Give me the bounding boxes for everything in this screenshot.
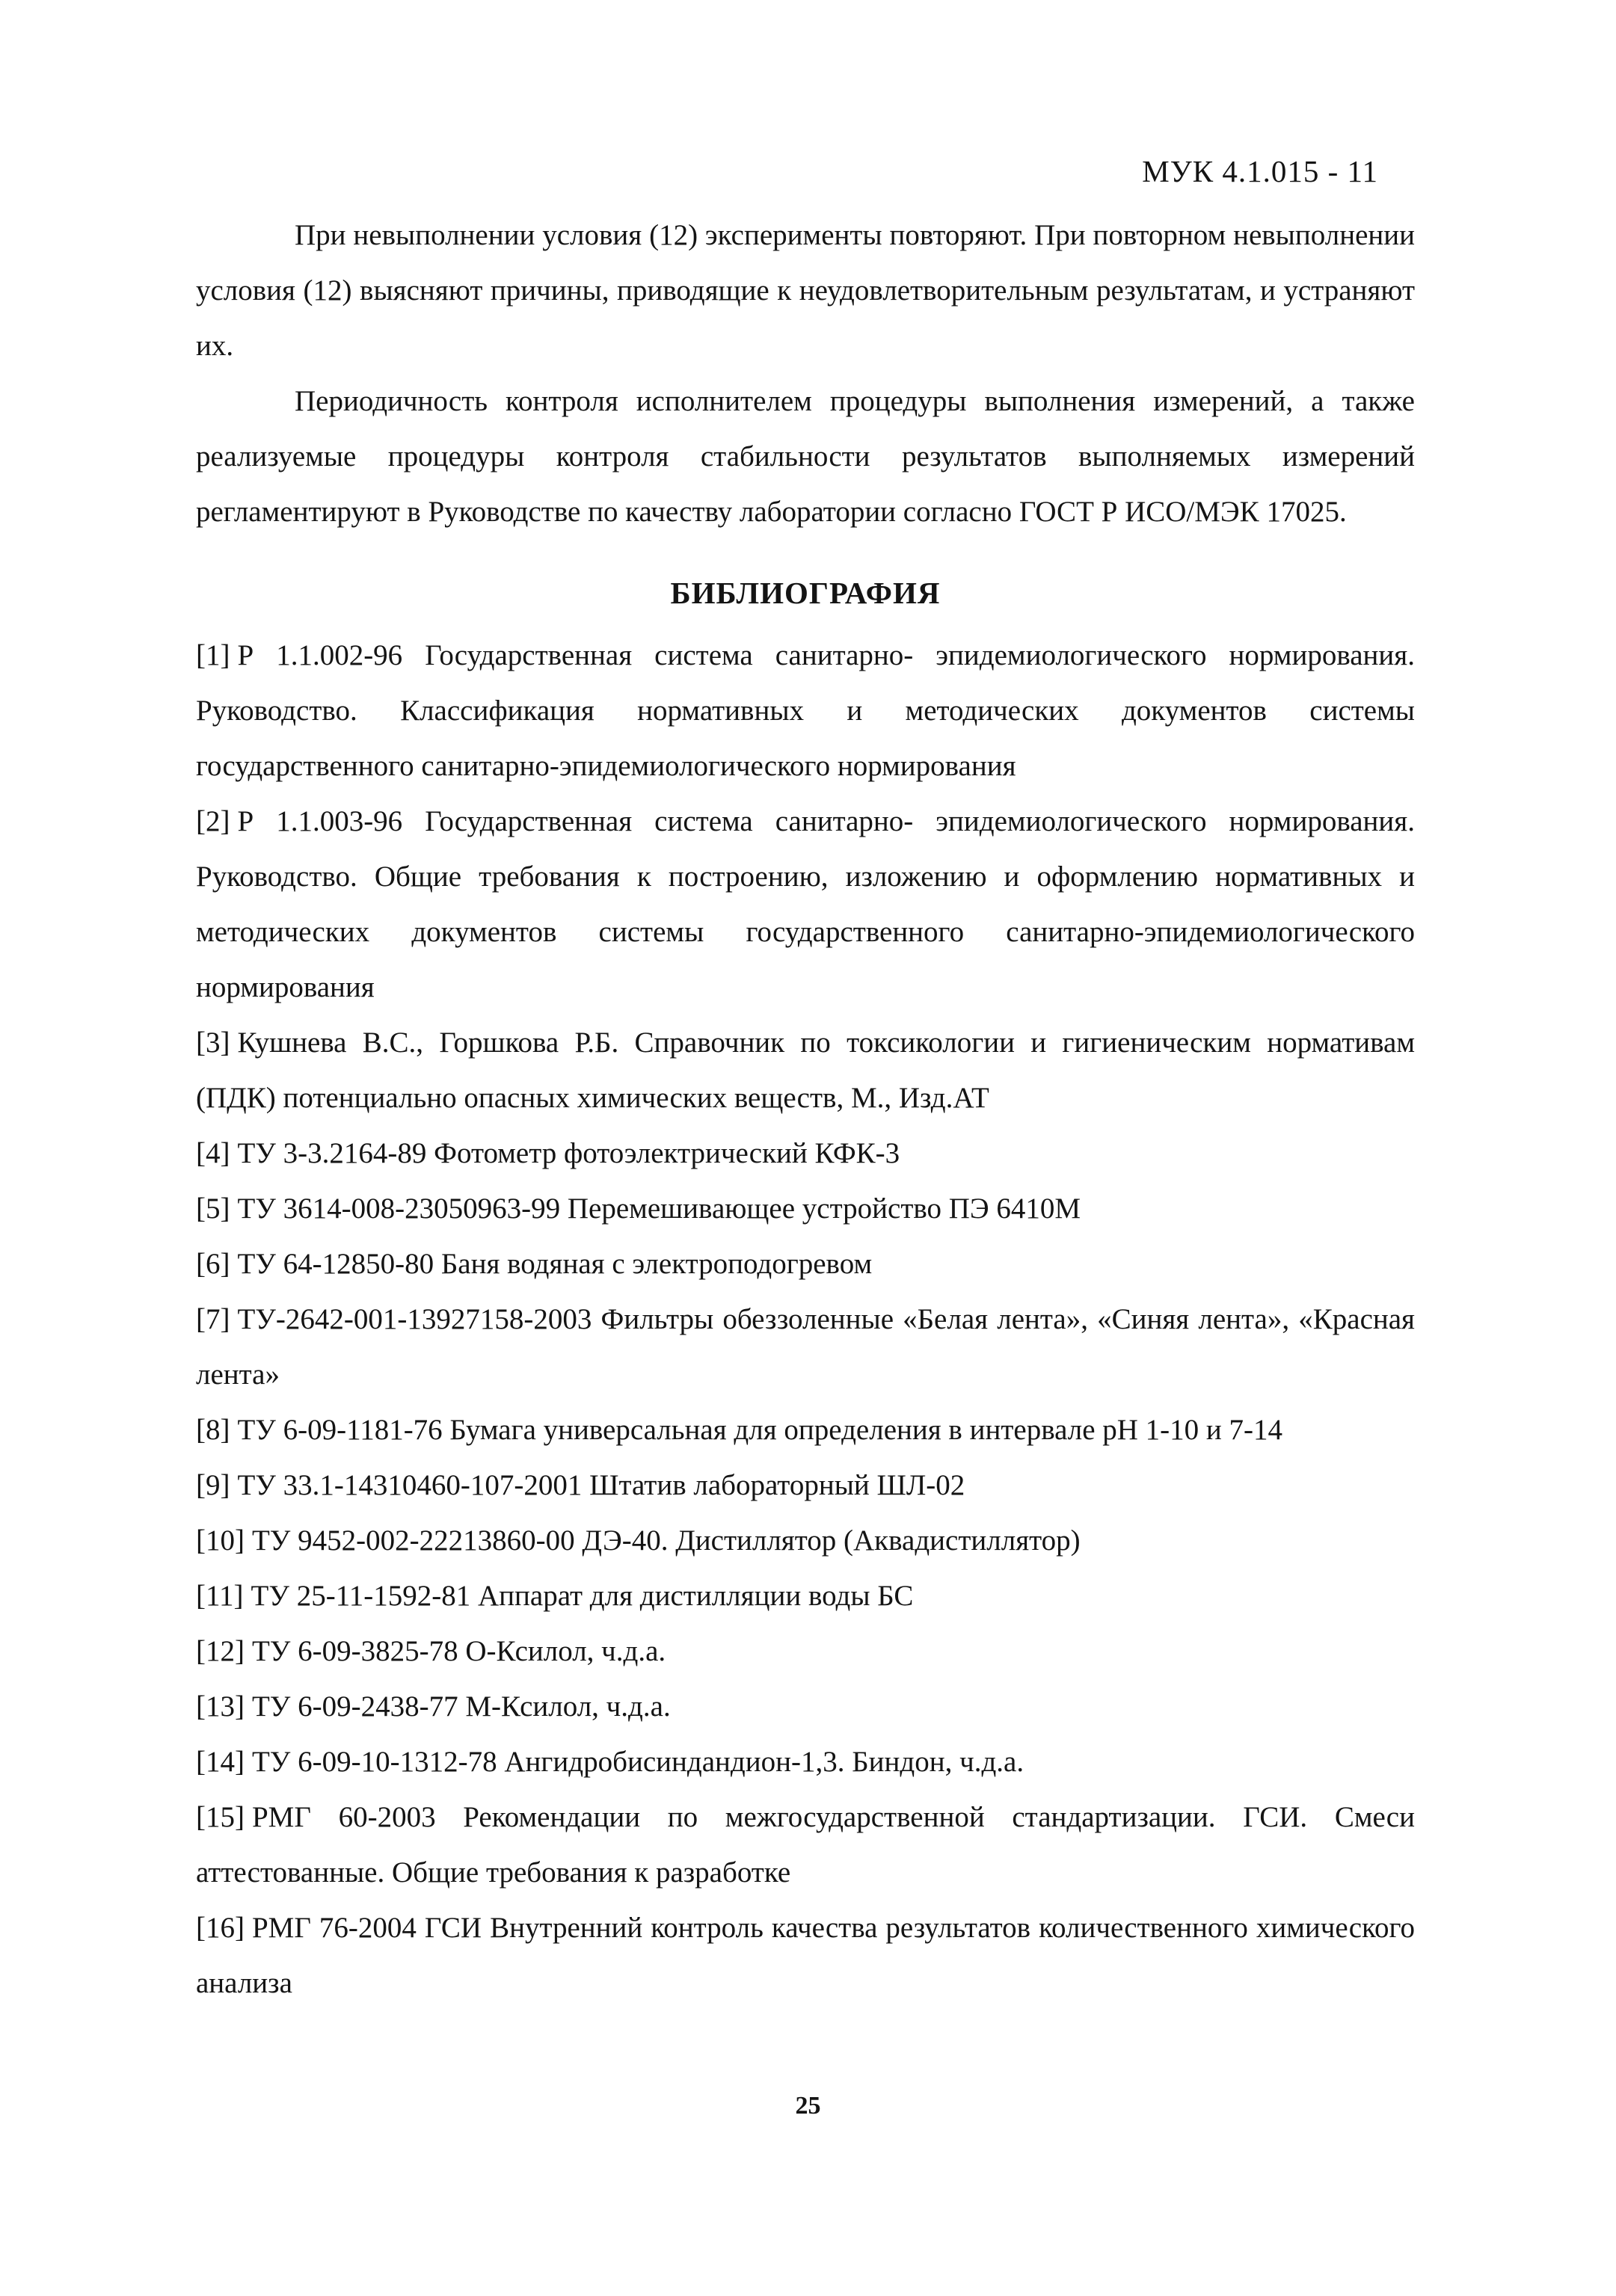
bibliography-item: [196, 1458, 1415, 1513]
paragraph: При невыполнении условия (12) эксперименты повторяют. При повторном невыполнении условия (12) выясняют причины, приводящие к неудовлетворительным результатам, и устраняют их.: [196, 219, 1415, 362]
ref-number: [8]: [196, 1414, 230, 1446]
bibliography-item: [196, 794, 1415, 1015]
ref-number: [2]: [196, 805, 230, 837]
bibliography-title: БИБЛИОГРАФИЯ: [670, 576, 941, 610]
ref-text: ТУ 6-09-10-1312-78 Ангидробисиндандион-1,3. Биндон, ч.д.а.: [251, 1746, 1024, 1778]
bibliography-item: [196, 1569, 1415, 1624]
ref-number: [5]: [196, 1192, 230, 1225]
page-number: 25: [795, 2092, 821, 2120]
ref-number: [6]: [196, 1248, 230, 1280]
page-content: [196, 208, 1415, 2011]
ref-number: [7]: [196, 1303, 230, 1335]
bibliography-item: [196, 1015, 1415, 1126]
ref-number: [3]: [196, 1027, 230, 1059]
ref-text: ТУ 3-3.2164-89 Фотометр фотоэлектрический КФК-3: [237, 1137, 900, 1169]
ref-text: РМГ 76-2004 ГСИ Внутренний контроль качества результатов количественного химического анализа: [196, 1912, 1415, 1999]
ref-text: ТУ 6-09-3825-78 О-Ксилол, ч.д.а.: [251, 1635, 666, 1667]
ref-number: [9]: [196, 1469, 230, 1501]
ref-number: [1]: [196, 639, 230, 671]
ref-text: ТУ 6-09-1181-76 Бумага универсальная для определения в интервале рН 1-10 и 7-14: [237, 1414, 1283, 1446]
ref-text: Р 1.1.003-96 Государственная система санитарно- эпидемиологического нормирования. Руководство. Общие требования к построению, изложению и оформлению нормативных и методических документов системы государственного санитарно-эпидемиологического нормирования: [196, 805, 1415, 1003]
bibliography-item: [196, 1624, 1415, 1679]
bibliography-item: [196, 1790, 1415, 1900]
bibliography-item: [196, 1126, 1415, 1181]
ref-text: ТУ 3614-008-23050963-99 Перемешивающее устройство ПЭ 6410М: [237, 1192, 1081, 1225]
ref-text: ТУ 64-12850-80 Баня водяная с электроподогревом: [237, 1248, 873, 1280]
bibliography-item: [196, 1181, 1415, 1237]
ref-number: [13]: [196, 1690, 245, 1723]
ref-number: [14]: [196, 1746, 245, 1778]
ref-number: [11]: [196, 1580, 244, 1612]
ref-number: [15]: [196, 1801, 245, 1833]
bibliography-list: [196, 628, 1415, 2011]
bibliography-item: [196, 1513, 1415, 1569]
bibliography-item: [196, 1403, 1415, 1458]
ref-text: Кушнева В.С., Горшкова Р.Б. Справочник по токсикологии и гигиеническим нормативам (ПДК) потенциально опасных химических веществ, М., Изд.АТ: [196, 1027, 1415, 1114]
bibliography-item: [196, 1679, 1415, 1735]
bibliography-item: [196, 1292, 1415, 1403]
ref-number: [16]: [196, 1912, 245, 1944]
ref-text: ТУ 33.1-14310460-107-2001 Штатив лабораторный ШЛ-02: [237, 1469, 965, 1501]
ref-number: [10]: [196, 1524, 245, 1557]
ref-text: Р 1.1.002-96 Государственная система санитарно- эпидемиологического нормирования. Руководство. Классификация нормативных и методических документов системы государственного санитарно-эпидемиологического нормирования: [196, 639, 1415, 782]
ref-text: РМГ 60-2003 Рекомендации по межгосударственной стандартизации. ГСИ. Смеси аттестованные. Общие требования к разработке: [196, 1801, 1415, 1889]
bibliography-item: [196, 1735, 1415, 1790]
ref-text: ТУ 25-11-1592-81 Аппарат для дистилляции воды БС: [251, 1580, 914, 1612]
paragraph: Периодичность контроля исполнителем процедуры выполнения измерений, а также реализуемые процедуры контроля стабильности результатов выполняемых измерений регламентируют в Руководстве по качеству лаборатории согласно ГОСТ Р ИСО/МЭК 17025.: [196, 385, 1415, 528]
bibliography-item: [196, 1900, 1415, 2011]
ref-number: [12]: [196, 1635, 245, 1667]
ref-number: [4]: [196, 1137, 230, 1169]
ref-text: ТУ-2642-001-13927158-2003 Фильтры обеззоленные «Белая лента», «Синяя лента», «Красная лента»: [196, 1303, 1415, 1391]
document-code: МУК 4.1.015 - 11: [1142, 154, 1378, 188]
bibliography-item: [196, 628, 1415, 794]
bibliography-item: [196, 1237, 1415, 1292]
ref-text: ТУ 9452-002-22213860-00 ДЭ-40. Дистиллятор (Аквадистиллятор): [251, 1524, 1081, 1557]
ref-text: ТУ 6-09-2438-77 М-Ксилол, ч.д.а.: [251, 1690, 671, 1723]
